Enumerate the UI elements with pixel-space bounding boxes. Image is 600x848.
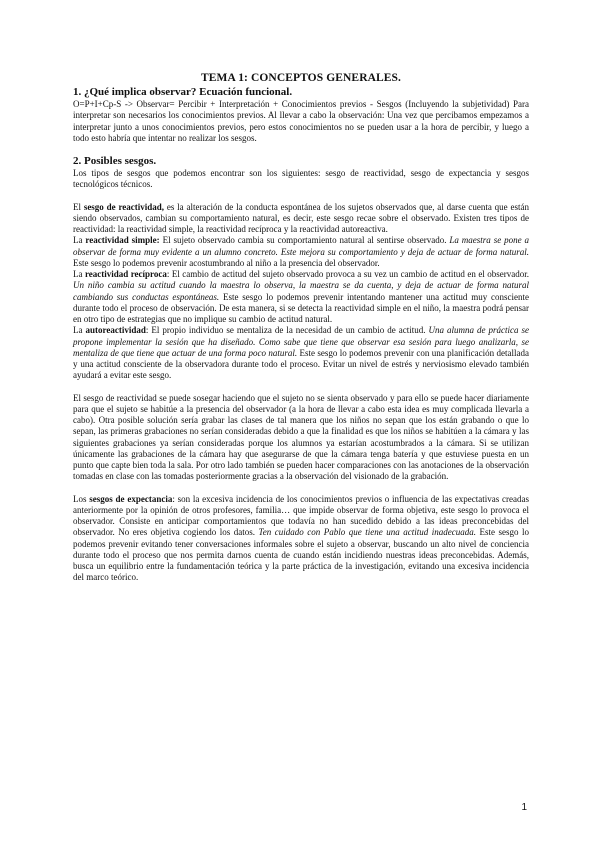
section1-formula-paragraph: O=P+I+Cp-S -> Observar= Percibir + Interpretación + Conocimientos previos - Sesgos (Incluyendo la subjetividad) Para interpretar son necesarios los conocimientos previos. Al llevar a cabo la observación: Una vez que percibamos empezamos a interpretar junto a unos conocimientos previos, pero estos conocimientos no se pueden usar a la hora de percibir, y luego a todo esto habría que intentar no realizar los sesgos. [73, 99, 529, 143]
reciproca-term: reactividad recíproca [84, 269, 167, 279]
simple-text2: Este sesgo lo podemos prevenir acostumbrando al niño a la presencia del observador. [73, 257, 380, 268]
autoreactividad-text1: : El propio individuo se mentaliza de la necesidad de un cambio de actitud. [145, 325, 429, 336]
autoreactividad-prefix: La [73, 325, 86, 336]
section1-heading: 1. ¿Qué implica observar? Ecuación funcional. [73, 86, 293, 98]
expectancia-text2: Este sesgo lo podemos prevenir evitando tener conversaciones informales sobre el sujeto a observar, buscando un alto nivel de conciencia durante todo el proceso que nos permita darnos cuenta de cuando están incidiendo nuestras ideas preconcebidas. Además, busca un equilibrio entre la fundamentación teórica y la parte práctica de la investigación, evitando una excesiva incidencia del marco teórico. [73, 527, 529, 583]
page-number: 1 [521, 802, 527, 813]
section2-intro-paragraph: Los tipos de sesgos que podemos encontrar son los siguientes: sesgo de reactividad, sesgo de expectancia y sesgos tecnológicos técnicos. [73, 168, 529, 190]
reactividad-paragraph [73, 202, 529, 236]
document-title: TEMA 1: CONCEPTOS GENERALES. [200, 72, 402, 84]
reciproca-example: Un niño cambia su actitud cuando la maestra lo observa, la maestra se da cuenta, y deja de actuar de forma natural cambiando sus conductas espontáneas. [73, 280, 529, 302]
reciproca-prefix: La [73, 269, 85, 279]
simple-example: La maestra se pone a observar de forma muy evidente a un alumno concreto. Este mejora su comportamiento y deja de actuar de forma natural. [73, 235, 530, 257]
simple-term: reactividad simple: [85, 235, 160, 246]
reciproca-text2: Este sesgo lo podemos prevenir intentando mantener una actitud muy consciente durante todo el proceso de observación. De esta manera, si se detecta la reactividad simple en el niño, la maestra podrá pensar en otro tipo de estrategias que no implique su cambio de actitud natural. [73, 291, 529, 324]
autoreactividad-term: autoreactividad [85, 325, 146, 336]
autoreactividad-paragraph [73, 325, 529, 381]
expectancia-text1: : son la excesiva incidencia de los conocimientos previos o influencia de las expectativas creadas anteriormente por la opinión de otros profesores, familia… que impide observar de forma objetiva, este sesgo lo provoca el observador. Consiste en anticipar comportamientos que todavía no han sucedido debido a las ideas preconcebidas del observador. No eres objetiva cogiendo los datos. [73, 493, 530, 538]
simple-prefix: La [73, 235, 86, 246]
simple-text1: El sujeto observado cambia su comportamiento natural al sentirse observado. [159, 235, 450, 246]
reactividad-text: es la alteración de la conducta espontánea de los sujetos observados que, al darse cuenta que están siendo observados, cambian su comportamiento natural, es decir, este sesgo recae sobre el observado. Existen tres tipos de reactividad: la reactividad simple, la reactividad recíproca y la reactividad autoreactiva. [73, 201, 529, 234]
reactividad-prefix: El [73, 201, 84, 212]
sosegar-paragraph: El sesgo de reactividad se puede sosegar haciendo que el sujeto no se sienta observado y para ello se puede hacer diariamente para que el sujeto se habitúe a la presencia del observador (a la hora de llevar a cabo esta idea es muy complicada llevarla a cabo). Otra posible solución sería grabar las clases de tal manera que los niños no sepan que los están grabando o que lo sepan, las primeras grabaciones no serían consideradas debido a que la finalidad es que los niños se habitúen a la cámara y las siguientes grabaciones ya serían consideradas porque los alumnos ya estarían acostumbrados a la cámara. Si se utilizan únicamente las grabaciones de la cámara hay que asegurarse de que la cámara tenga batería y que estuviese puesta en un punto que capte bien toda la sala. Por otro lado también se pueden hacer comparaciones con las anotaciones de la observación tomadas en clase con las tomadas posteriormente gracias a la observación del visionado de la grabación. [73, 392, 529, 482]
reciproca-paragraph [73, 269, 529, 325]
autoreactividad-text2: Este sesgo lo podemos prevenir con una planificación detallada y una actitud consciente de la observadora durante todo el proceso. Evitar un nivel de estrés y nerviosismo elevado también ayudará a evitar este sesgo. [73, 347, 529, 381]
expectancia-term: sesgos de expectancia [89, 493, 173, 504]
expectancia-prefix: Los [73, 493, 90, 504]
section2-heading: 2. Posibles sesgos. [73, 155, 157, 167]
expectancia-example: Ten cuidado con Pablo que tiene una actitud inadecuada. [258, 527, 476, 538]
document-body [73, 72, 529, 584]
reciproca-text1: : El cambio de actitud del sujeto observado provoca a su vez un cambio de actitud en el observador. [166, 269, 529, 279]
autoreactividad-example: Una alumna de práctica se propone implementar la sesión que ha diseñado. Como sabe que tiene que observar esa sesión para luego analizarla, se mentaliza de que tiene que actuar de una forma poco natural. [73, 325, 529, 358]
expectancia-paragraph [73, 494, 529, 584]
reactividad-term: sesgo de reactividad, [83, 201, 165, 212]
simple-paragraph [73, 235, 529, 269]
